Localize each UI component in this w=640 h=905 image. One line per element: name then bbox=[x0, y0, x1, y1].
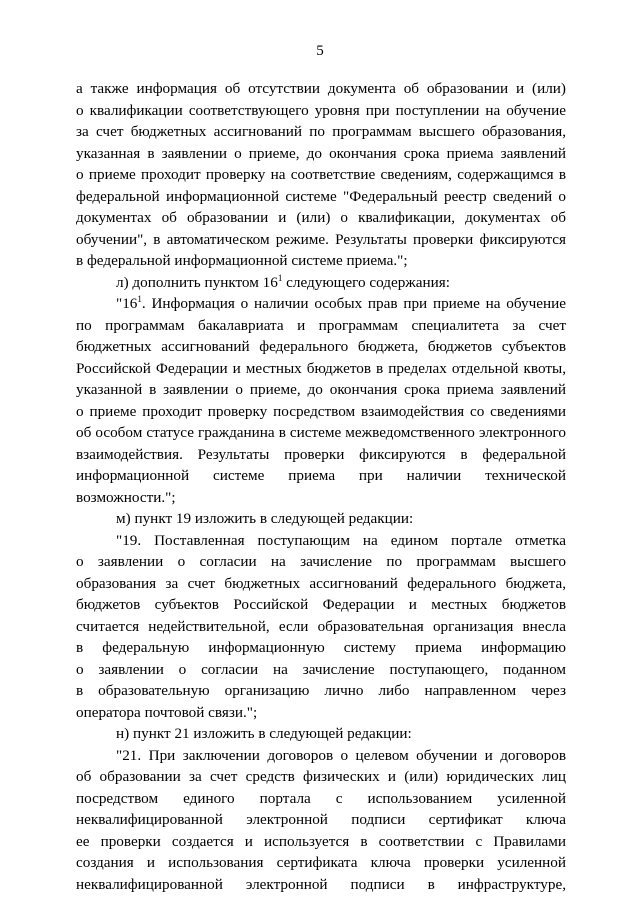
text-line: образования за счет бюджетных ассигнований федерального бюджета, bbox=[76, 574, 566, 592]
text-line: о квалификации соответствующего уровня при поступлении на обучение bbox=[76, 101, 566, 119]
text-line: указанной в заявлении о приеме, до окончания срока приема заявлений bbox=[76, 381, 566, 398]
superscript: 1 bbox=[277, 272, 283, 283]
text-line: о заявлении о согласии на зачисление поступающего, поданном bbox=[76, 660, 566, 678]
text-line: бюджетных ассигнований федерального бюджета, бюджетов субъектов bbox=[76, 338, 566, 355]
item-m-heading bbox=[76, 508, 566, 530]
text-line: взаимодействия. Результаты проверки фиксируются в федеральной bbox=[76, 445, 566, 463]
text-line: федеральной информационной системе "Федеральный реестр сведений о bbox=[76, 187, 566, 205]
item-n-heading bbox=[76, 723, 566, 745]
text-line: о приеме проходит проверку на соответствие сведениям, содержащимся в bbox=[76, 166, 566, 183]
paragraph-16-1 bbox=[76, 293, 566, 508]
paragraph-21 bbox=[76, 745, 566, 896]
text-line: в федеральную информационную систему приема информацию bbox=[76, 639, 566, 656]
text-line: оператора почтовой связи."; bbox=[76, 703, 258, 721]
text-line: указанная в заявлении о приеме, до окончания срока приема заявлений bbox=[76, 144, 566, 162]
text-line: об образовании за счет средств физических и (или) юридических лиц bbox=[76, 768, 566, 785]
text-line: в федеральной информационной системе приема."; bbox=[76, 252, 408, 269]
text-line: ее проверки создается и используется в соответствии с Правилами bbox=[76, 832, 566, 850]
text-line: посредством единого портала с использованием усиленной bbox=[76, 789, 566, 807]
text-line: о приеме проходит проверку посредством взаимодействия со сведениями bbox=[76, 402, 566, 420]
text-line: в образовательную организацию лично либо направленном через bbox=[76, 682, 566, 699]
superscript: 1 bbox=[137, 294, 142, 304]
text-line: а также информация об отсутствии документа об образовании и (или) bbox=[76, 80, 566, 97]
text-line: "19. Поставленная поступающим на едином портале отметка bbox=[116, 531, 566, 549]
item-l-heading bbox=[76, 272, 566, 294]
text-line: неквалифицированной электронной подписи в инфраструктуре, bbox=[76, 875, 566, 893]
text-line: создания и использования сертификата ключа проверки усиленной bbox=[76, 854, 566, 871]
text-line: о заявлении о согласии на зачисление по программам высшего bbox=[76, 553, 566, 570]
text-line: "$16^1$. Информация о наличии особых прав при приеме на обучение bbox=[116, 294, 566, 312]
text-line: бюджетов субъектов Российской Федерации и местных бюджетов bbox=[76, 596, 566, 613]
text-line: об особом статусе гражданина в системе межведомственного электронного bbox=[76, 424, 566, 441]
text-line: считается недействительной, если образовательная организация внесла bbox=[76, 617, 566, 635]
text-line: Российской Федерации и местных бюджетов в пределах отдельной квоты, bbox=[76, 359, 566, 377]
text-line: за счет бюджетных ассигнований по программам высшего образования, bbox=[76, 123, 566, 140]
text-line: возможности."; bbox=[76, 488, 176, 506]
paragraph-19 bbox=[76, 530, 566, 724]
text-line: "21. При заключении договоров о целевом обучении и договоров bbox=[116, 746, 566, 764]
text-line: м) пункт 19 изложить в следующей редакции: bbox=[116, 510, 414, 527]
text-line: документах об образовании и (или) о квалификации, документах об bbox=[76, 209, 566, 226]
text-line: неквалифицированной электронной подписи сертификат ключа bbox=[76, 811, 566, 828]
text-line: информационной системе приема при наличии технической bbox=[76, 467, 566, 484]
text-line: обучении", в автоматическом режиме. Результаты проверки фиксируются bbox=[76, 230, 566, 248]
text-line: по программам бакалавриата и программам специалитета за счет bbox=[76, 316, 566, 334]
document-body bbox=[76, 78, 566, 895]
page-number: 5 bbox=[316, 43, 324, 59]
text-line: л) дополнить пунктом $16^1$ следующего содержания: bbox=[116, 272, 450, 291]
text-line: н) пункт 21 изложить в следующей редакции: bbox=[116, 725, 412, 742]
paragraph-continuation bbox=[76, 78, 566, 272]
